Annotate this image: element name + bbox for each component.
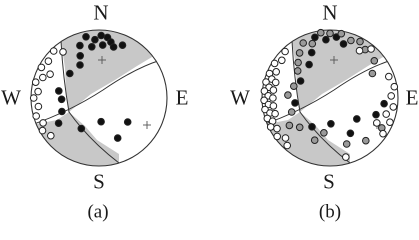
panel-a-south-label: S xyxy=(93,169,105,194)
panel-b-polarity-marker-white xyxy=(273,69,280,76)
panel-b-polarity-marker-black xyxy=(347,130,354,137)
panel-b-polarity-marker-white xyxy=(270,87,277,94)
panel-b-polarity-marker-white xyxy=(386,73,393,80)
panel-b-polarity-marker-white xyxy=(368,46,375,53)
panel-b-polarity-marker-white xyxy=(387,119,394,126)
panel-a-west-label: W xyxy=(1,85,21,110)
panel-b-polarity-marker-gray xyxy=(309,40,316,47)
panel-b-polarity-marker-black xyxy=(381,100,388,107)
panel-b-polarity-marker-white xyxy=(388,93,395,100)
panel-b-polarity-marker-gray xyxy=(369,70,376,77)
panel-a-polarity-marker-white xyxy=(32,79,39,86)
panel-b-polarity-marker-white xyxy=(267,124,274,131)
panel-a-polarity-marker-black xyxy=(55,120,62,127)
panel-a-polarity-marker-black xyxy=(98,32,105,39)
panel-b-polarity-marker-white xyxy=(274,133,281,140)
panel-a-east-label: E xyxy=(175,85,189,110)
panel-b-polarity-marker-black xyxy=(292,100,299,107)
panel-b-polarity-marker-white xyxy=(343,154,350,161)
panel-a-polarity-marker-white xyxy=(47,71,54,78)
panel-a-polarity-marker-black xyxy=(59,108,66,115)
panel-a-polarity-marker-black xyxy=(119,42,126,49)
panel-a-polarity-marker-black xyxy=(89,44,96,51)
panel-b-north-label: N xyxy=(322,0,338,25)
panel-b-polarity-marker-white xyxy=(390,104,397,111)
panel-b-east-label: E xyxy=(405,85,419,110)
panel-a-polarity-marker-white xyxy=(38,64,45,71)
panel-a-polarity-marker-black xyxy=(99,42,106,49)
panel-b-polarity-marker-white xyxy=(282,48,289,55)
panel-b-polarity-marker-black xyxy=(354,116,361,123)
panel-b-polarity-marker-gray xyxy=(371,58,378,65)
panel-b-polarity-marker-white xyxy=(279,57,286,64)
panel-b-polarity-marker-gray xyxy=(338,30,345,37)
panel-b-polarity-marker-black xyxy=(340,41,347,48)
panel-b-polarity-marker-white xyxy=(271,60,278,67)
panel-a-polarity-marker-black xyxy=(110,44,117,51)
panel-b-caption: (b) xyxy=(318,201,342,223)
panel-b-polarity-marker-white xyxy=(270,95,277,102)
panel-b-polarity-marker-white xyxy=(272,110,279,117)
panel-b-polarity-marker-black xyxy=(312,34,319,41)
panel-b-polarity-marker-gray xyxy=(327,30,334,37)
panel-b-polarity-marker-gray xyxy=(321,130,328,137)
panel-b-polarity-marker-white xyxy=(383,111,390,118)
panel-a-polarity-marker-black xyxy=(58,96,65,103)
panel-a-polarity-marker-white xyxy=(40,74,47,81)
panel-a-polarity-marker-black xyxy=(83,34,90,41)
panel-b-polarity-marker-gray xyxy=(357,38,364,45)
panel-a-polarity-marker-white xyxy=(50,48,57,55)
panel-a-polarity-marker-white xyxy=(35,103,42,110)
panel-a-polarity-marker-black xyxy=(92,36,99,43)
panel-b-south-label: S xyxy=(323,169,335,194)
panel-b-polarity-marker-gray xyxy=(318,29,325,36)
panel-b-polarity-marker-black xyxy=(328,121,335,128)
panel-a-polarity-marker-black xyxy=(56,88,63,95)
panel-b-polarity-marker-white xyxy=(284,142,291,149)
panel-b-polarity-marker-white xyxy=(274,125,281,132)
panel-b-polarity-marker-gray xyxy=(300,40,307,47)
panel-b-polarity-marker-gray xyxy=(348,37,355,44)
panel-b-polarity-marker-gray xyxy=(286,122,293,129)
panel-a-polarity-marker-white xyxy=(60,49,67,56)
panel-b-polarity-marker-black xyxy=(308,49,315,56)
panel-a-polarity-marker-black xyxy=(78,125,85,132)
panel-a-polarity-marker-black xyxy=(114,135,121,142)
panel-b-polarity-marker-white xyxy=(282,135,289,142)
panel-a-polarity-marker-black xyxy=(77,62,84,69)
panel-b-polarity-marker-gray xyxy=(343,141,350,148)
panel-b-polarity-marker-white xyxy=(380,130,387,137)
panel-a-polarity-marker-black xyxy=(124,119,131,126)
panel-b-polarity-marker-gray xyxy=(291,83,298,90)
panel-b-polarity-marker-gray xyxy=(285,92,292,99)
panel-a-polarity-marker-white xyxy=(40,120,47,127)
panel-b-polarity-marker-white xyxy=(270,103,277,110)
panel-b-polarity-marker-black xyxy=(297,78,304,85)
panel-b-polarity-marker-black xyxy=(309,124,316,131)
panel-b-polarity-marker-gray xyxy=(288,109,295,116)
panel-b-polarity-marker-gray xyxy=(295,59,302,66)
panel-a-polarity-marker-white xyxy=(39,127,46,134)
panel-b-polarity-marker-black xyxy=(373,111,380,118)
panel-a-polarity-marker-white xyxy=(35,88,42,95)
panel-b-polarity-marker-black xyxy=(323,36,330,43)
panel-a-caption: (a) xyxy=(87,201,109,223)
panel-b-polarity-marker-white xyxy=(391,83,398,90)
panel-b-polarity-marker-gray xyxy=(294,68,301,75)
panel-b-polarity-marker-white xyxy=(356,47,363,54)
panel-a-polarity-marker-black xyxy=(77,42,84,49)
panel-b-polarity-marker-gray xyxy=(296,124,303,131)
panel-b-polarity-marker-black xyxy=(306,61,313,68)
panel-b-polarity-marker-white xyxy=(374,120,381,127)
panel-b-polarity-marker-gray xyxy=(296,50,303,57)
panel-b-polarity-marker-white xyxy=(272,79,279,86)
panel-a-polarity-marker-black xyxy=(98,118,105,125)
panel-a-polarity-marker-black xyxy=(67,70,74,77)
panel-a-polarity-marker-white xyxy=(30,95,37,102)
panel-b-polarity-marker-gray xyxy=(311,137,318,144)
panel-a-polarity-marker-white xyxy=(33,113,40,120)
panel-a-north-label: N xyxy=(93,0,109,25)
panel-a-polarity-marker-black xyxy=(77,53,84,60)
panel-b-polarity-marker-gray xyxy=(363,137,370,144)
panel-a-polarity-marker-white xyxy=(48,132,55,139)
panel-a-polarity-marker-white xyxy=(45,58,52,65)
panel-b-west-label: W xyxy=(230,85,250,110)
